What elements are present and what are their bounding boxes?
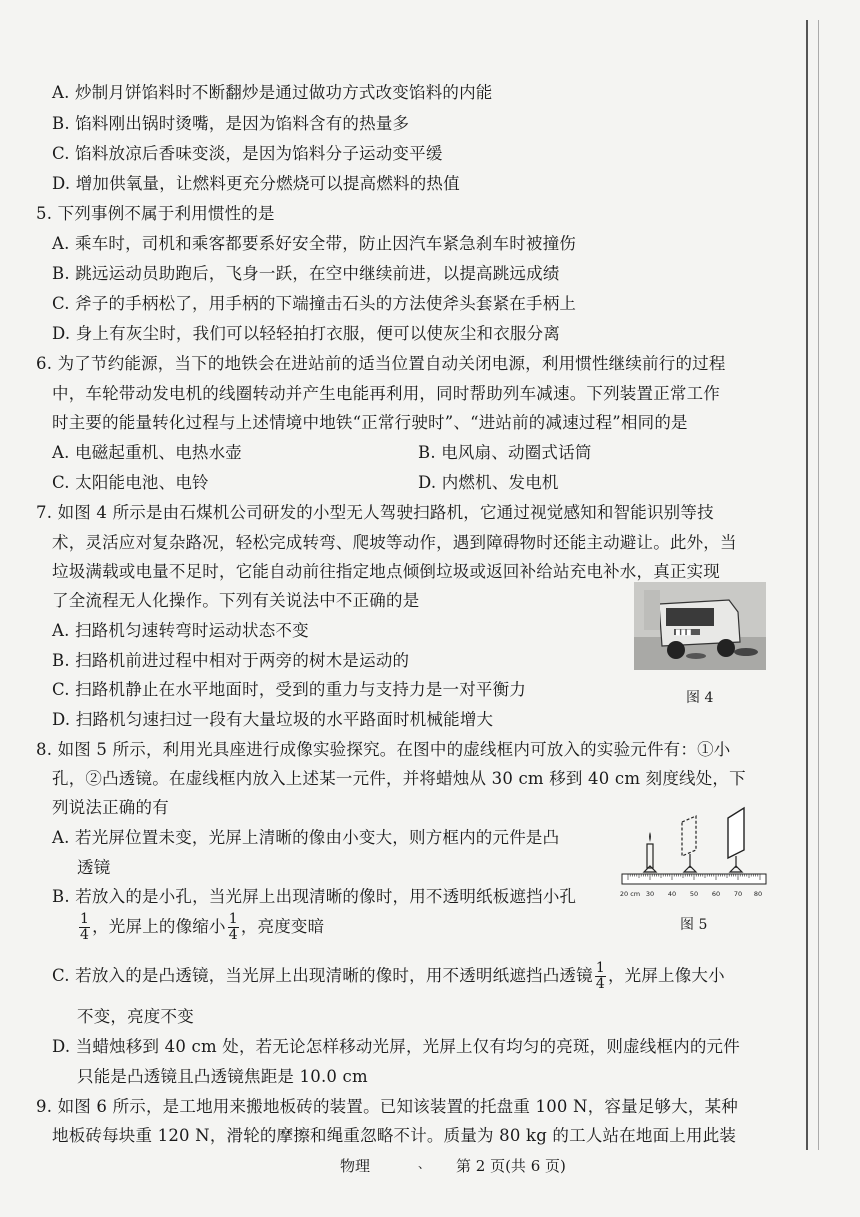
margin-line-thin bbox=[818, 20, 819, 1150]
ruler-label: 60 bbox=[711, 890, 721, 898]
q4-option-c: C. 馅料放凉后香味变淡，是因为馅料分子运动变平缓 bbox=[52, 144, 443, 163]
q8-option-c-line1: C. 若放入的是凸透镜，当光屏上出现清晰的像时，用不透明纸遮挡凸透镜 $\frac{1}{4}$ ，光屏上像大小 bbox=[52, 960, 725, 992]
q6-stem-line3: 时主要的能量转化过程与上述情境中地铁“正常行驶时”、“进站前的减速过程”相同的是 bbox=[52, 413, 688, 432]
q7-option-c: C. 扫路机静止在水平地面时，受到的重力与支持力是一对平衡力 bbox=[52, 680, 527, 699]
q8-option-a-line2: 透镜 bbox=[77, 858, 111, 877]
q8-option-d-line1: D. 当蜡烛移到 40 cm 处，若无论怎样移动光屏，光屏上仅有均匀的亮斑，则虚线框内的元件 bbox=[52, 1037, 740, 1056]
q8-option-b-line1: B. 若放入的是小孔，当光屏上出现清晰的像时，用不透明纸板遮挡小孔 bbox=[52, 887, 577, 906]
svg-text:█ █ █: █ █ █ bbox=[676, 630, 691, 636]
ruler-label: 70 bbox=[733, 890, 743, 898]
figure-4-caption: 图 4 bbox=[686, 690, 714, 706]
q7-stem-line2: 术，灵活应对复杂路况，轻松完成转弯、爬坡等动作，遇到障碍物时还能主动避让。此外，当 bbox=[52, 533, 737, 552]
q7-stem-line4: 了全流程无人化操作。下列有关说法中不正确的是 bbox=[52, 591, 420, 610]
ruler-label: 20 cm bbox=[620, 890, 641, 898]
q8-option-d-line2: 只能是凸透镜且凸透镜焦距是 10.0 cm bbox=[77, 1067, 368, 1086]
ruler-label: 50 bbox=[689, 890, 699, 898]
q7-option-b: B. 扫路机前进过程中相对于两旁的树木是运动的 bbox=[52, 651, 410, 670]
figure-4-sweeper-photo bbox=[634, 582, 766, 670]
q8-option-c-line2: 不变，亮度不变 bbox=[77, 1007, 194, 1026]
q4-option-a: A. 炒制月饼馅料时不断翻炒是通过做功方式改变馅料的内能 bbox=[52, 83, 493, 102]
q4-option-b: B. 馅料刚出锅时烫嘴，是因为馅料含有的热量多 bbox=[52, 114, 410, 133]
figure-5-optical-bench bbox=[620, 806, 768, 902]
q8-option-a-line1: A. 若光屏位置未变，光屏上清晰的像由小变大，则方框内的元件是凸 bbox=[52, 828, 560, 847]
q9-stem-line2: 地板砖每块重 120 N，滑轮的摩擦和绳重忽略不计。质量为 80 kg 的工人站在地面上用此装 bbox=[52, 1126, 737, 1145]
q5-option-d: D. 身上有灰尘时，我们可以轻轻拍打衣服，便可以使灰尘和衣服分离 bbox=[52, 324, 561, 343]
q8-stem-line2: 孔，②凸透镜。在虚线框内放入上述某一元件，并将蜡烛从 30 cm 移到 40 cm 刻度线处，下 bbox=[52, 769, 746, 788]
candle-icon bbox=[644, 832, 656, 872]
footer-mark: 、 bbox=[418, 1157, 431, 1171]
q6-stem-line2: 中，车轮带动发电机的线圈转动并产生电能再利用，同时帮助列车减速。下列装置正常工作 bbox=[52, 384, 720, 403]
q4-option-d: D. 增加供氧量，让燃料更充分燃烧可以提高燃料的热值 bbox=[52, 174, 460, 193]
q5-option-c: C. 斧子的手柄松了，用手柄的下端撞击石头的方法使斧头套紧在手柄上 bbox=[52, 294, 577, 313]
q8-stem-line3: 列说法正确的有 bbox=[52, 798, 169, 817]
footer-subject: 物理 bbox=[340, 1157, 371, 1175]
q8-stem-line1: 8. 如图 5 所示，利用光具座进行成像实验探究。在图中的虚线框内可放入的实验元件有：①小 bbox=[36, 740, 731, 759]
fraction-quarter: $\frac{1}{4}$ bbox=[80, 911, 90, 943]
q6-option-c: C. 太阳能电池、电铃 bbox=[52, 473, 209, 492]
ruler-label: 40 bbox=[667, 890, 677, 898]
dashed-element-frame bbox=[682, 816, 696, 872]
ruler-label: 80 bbox=[753, 890, 763, 898]
q5-stem: 5. 下列事例不属于利用惯性的是 bbox=[36, 204, 275, 223]
q7-option-d: D. 扫路机匀速扫过一段有大量垃圾的水平路面时机械能增大 bbox=[52, 710, 494, 729]
fraction-quarter: $\frac{1}{4}$ bbox=[228, 911, 238, 943]
q6-option-d: D. 内燃机、发电机 bbox=[418, 473, 559, 492]
light-screen bbox=[728, 808, 744, 872]
q5-option-b: B. 跳远运动员助跑后，飞身一跃，在空中继续前进，以提高跳远成绩 bbox=[52, 264, 560, 283]
ruler-scale bbox=[620, 874, 766, 898]
figure-5-caption: 图 5 bbox=[680, 917, 708, 933]
footer-page-number: 第 2 页(共 6 页) bbox=[456, 1157, 566, 1175]
q6-stem-line1: 6. 为了节约能源，当下的地铁会在进站前的适当位置自动关闭电源，利用惯性继续前行的过程 bbox=[36, 354, 726, 373]
ruler-label: 30 bbox=[645, 890, 655, 898]
q6-option-a: A. 电磁起重机、电热水壶 bbox=[52, 443, 243, 462]
margin-line bbox=[806, 20, 808, 1150]
q7-option-a: A. 扫路机匀速转弯时运动状态不变 bbox=[52, 621, 309, 640]
q7-stem-line1: 7. 如图 4 所示是由石煤机公司研发的小型无人驾驶扫路机，它通过视觉感知和智能识别等技 bbox=[36, 503, 714, 522]
q8-option-b-line2: $\frac{1}{4}$ ，光屏上的像缩小 $\frac{1}{4}$ ，亮度变暗 bbox=[80, 911, 325, 943]
q5-option-a: A. 乘车时，司机和乘客都要系好安全带，防止因汽车紧急刹车时被撞伤 bbox=[52, 234, 577, 253]
q9-stem-line1: 9. 如图 6 所示，是工地用来搬地板砖的装置。已知该装置的托盘重 100 N，容量足够大，某种 bbox=[36, 1097, 738, 1116]
fraction-quarter: $\frac{1}{4}$ bbox=[595, 960, 605, 992]
q6-option-b: B. 电风扇、动圈式话筒 bbox=[418, 443, 592, 462]
q7-stem-line3: 垃圾满载或电量不足时，它能自动前往指定地点倾倒垃圾或返回补给站充电补水，真正实现 bbox=[52, 562, 720, 581]
